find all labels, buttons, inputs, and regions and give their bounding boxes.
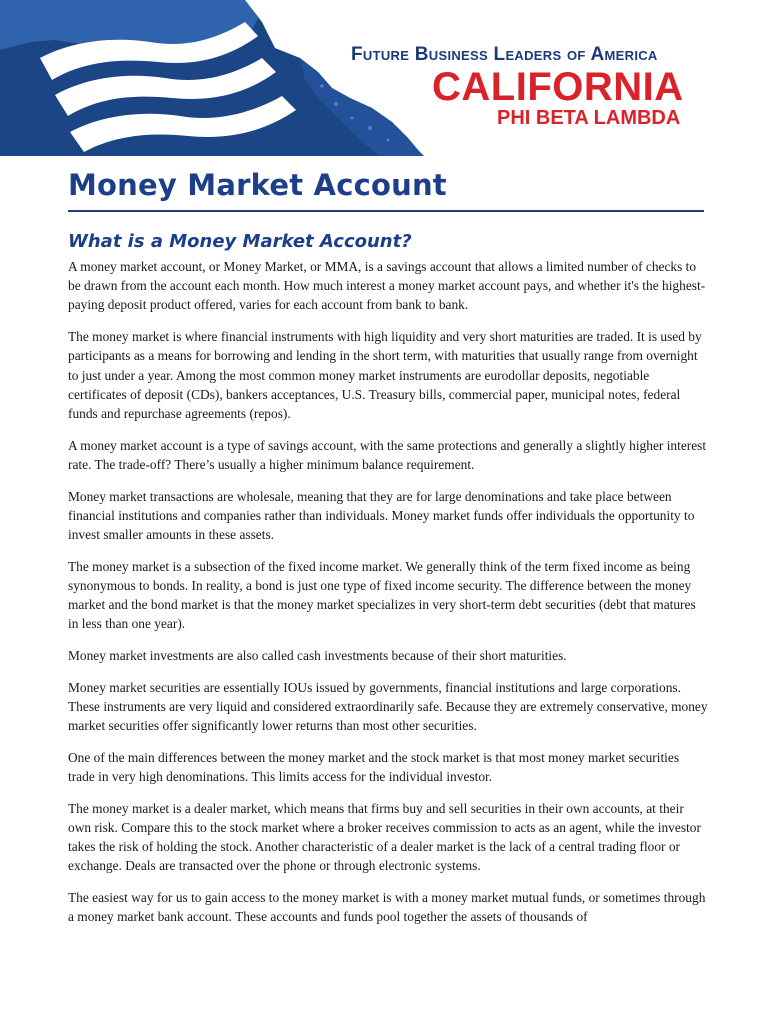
paragraph: A money market account, or Money Market, or MMA, is a savings account that allows a limited number of checks to be drawn from the account each month. How much interest a money market account pays, and whether it's the highest-paying deposit product offered, varies for each account from bank to bank. (68, 259, 706, 313)
state-name: CALIFORNIA (432, 65, 684, 109)
body-text (68, 257, 708, 939)
paragraph: A money market account is a type of savings account, with the same protections and generally a slightly higher interest rate. The trade-off? There’s usually a higher minimum balance requirement. (68, 437, 707, 472)
paragraph: Money market securities are essentially IOUs issued by governments, financial institutions and large corporations. These instruments are very liquid and considered extraordinarily safe. Because they are extremely conservative, money market securities offer significantly lower returns than most other securities. (68, 679, 708, 734)
page-header (0, 0, 770, 160)
paragraph: The money market is a dealer market, which means that firms buy and sell securities in their own accounts, at their own risk. Compare this to the stock market where a broker receives commission to acts as an agent, while the investor takes the risk of holding the stock. Another characteristic of a dealer market is the lack of a central trading floor or exchange. Deals are transacted over the phone or through electronic systems. (68, 800, 701, 874)
org-name: Future Business Leaders of America (351, 44, 658, 65)
paragraph: Money market investments are also called cash investments because of their short maturities. (68, 647, 567, 663)
paragraph: One of the main differences between the money market and the stock market is that most money market securities trade in very high denominations. This limits access for the individual investor. (68, 749, 680, 784)
page-title: Money Market Account (68, 168, 447, 202)
paragraph: The money market is where financial instruments with high liquidity and very short maturities are traded. It is used by participants as a means for borrowing and lending in the short term, with maturities that usually range from overnight to just under a year. Among the most common money market instruments are eurodollar deposits, negotiable certificates of deposit (CDs), bankers acceptances, U.S. Treasury bills, commercial paper, municipal notes, federal funds and repurchase agreements (repos). (68, 329, 702, 421)
paragraph: Money market transactions are wholesale, meaning that they are for large denominations and take place between financial institutions and companies rather than individuals. Money market funds offer individuals the opportunity to invest smaller amounts in these assets. (68, 488, 695, 542)
division-name: PHI BETA LAMBDA (497, 107, 681, 129)
section-heading: What is a Money Market Account? (68, 231, 412, 252)
title-divider (68, 210, 704, 212)
paragraph: The money market is a subsection of the fixed income market. We generally think of the term fixed income as being synonymous to bonds. In reality, a bond is just one type of fixed income security. The difference between the money market and the bond market is that the money market specializes in very short-term debt securities (debt that matures in less than one year). (68, 558, 696, 632)
paragraph: The easiest way for us to gain access to the money market is with a money market mutual funds, or sometimes through a money market bank account. These accounts and funds pool together the assets of thousands of (68, 889, 706, 925)
